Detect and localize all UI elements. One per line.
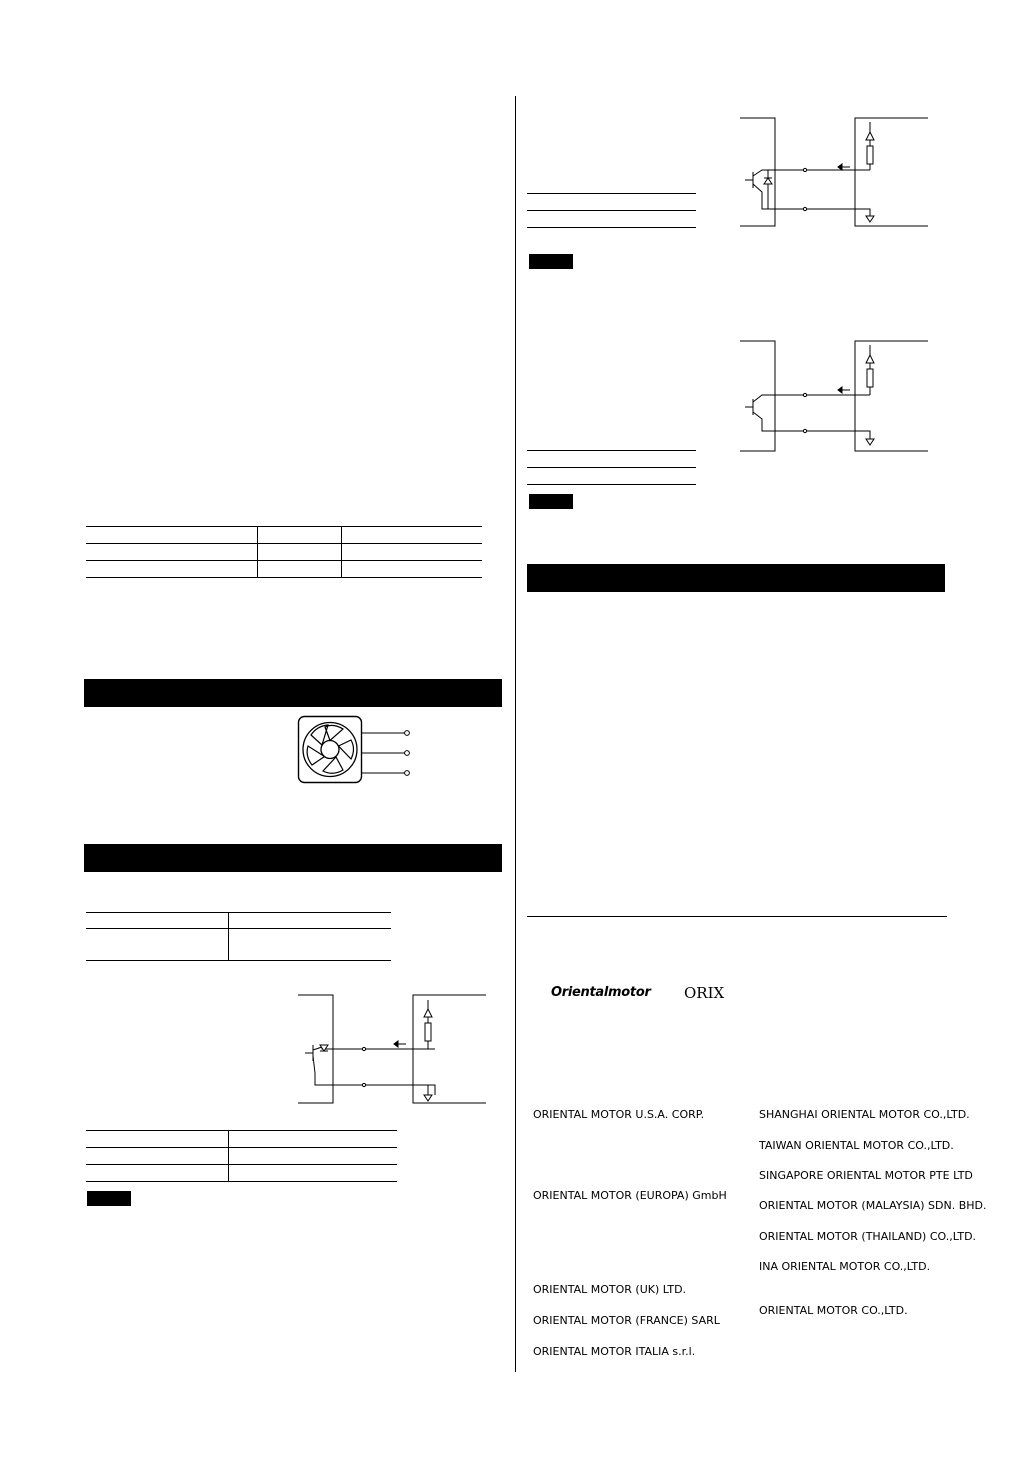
section-header-bar bbox=[527, 564, 945, 592]
company-name: ORIENTAL MOTOR ITALIA s.r.l. bbox=[533, 1345, 696, 1358]
circuit-diagram bbox=[298, 995, 488, 1105]
section-header-bar bbox=[84, 844, 502, 872]
company-name: ORIENTAL MOTOR (FRANCE) SARL bbox=[533, 1314, 720, 1327]
note-label bbox=[529, 254, 573, 269]
note-label bbox=[87, 1191, 131, 1206]
company-name: ORIENTAL MOTOR (UK) LTD. bbox=[533, 1283, 687, 1296]
company-name: INA ORIENTAL MOTOR CO.,LTD. bbox=[759, 1260, 931, 1273]
divider bbox=[527, 916, 947, 917]
company-name: TAIWAN ORIENTAL MOTOR CO.,LTD. bbox=[759, 1139, 954, 1152]
company-name: SINGAPORE ORIENTAL MOTOR PTE LTD bbox=[759, 1169, 973, 1182]
company-name: ORIENTAL MOTOR CO.,LTD. bbox=[759, 1304, 908, 1317]
circuit-diagram bbox=[740, 118, 930, 228]
company-name: ORIENTAL MOTOR U.S.A. CORP. bbox=[533, 1108, 705, 1121]
column-divider bbox=[515, 96, 516, 1372]
brand-logo: Orientalmotor bbox=[551, 985, 651, 1000]
company-name: SHANGHAI ORIENTAL MOTOR CO.,LTD. bbox=[759, 1108, 970, 1121]
fan-icon bbox=[297, 715, 412, 785]
section-header-bar bbox=[84, 679, 502, 707]
circuit-diagram bbox=[740, 341, 930, 453]
company-name: ORIENTAL MOTOR (EUROPA) GmbH bbox=[533, 1189, 727, 1202]
partner-logo: ORIX bbox=[684, 984, 725, 1002]
note-label bbox=[529, 494, 573, 509]
company-name: ORIENTAL MOTOR (THAILAND) CO.,LTD. bbox=[759, 1230, 977, 1243]
company-name: ORIENTAL MOTOR (MALAYSIA) SDN. BHD. bbox=[759, 1199, 987, 1212]
